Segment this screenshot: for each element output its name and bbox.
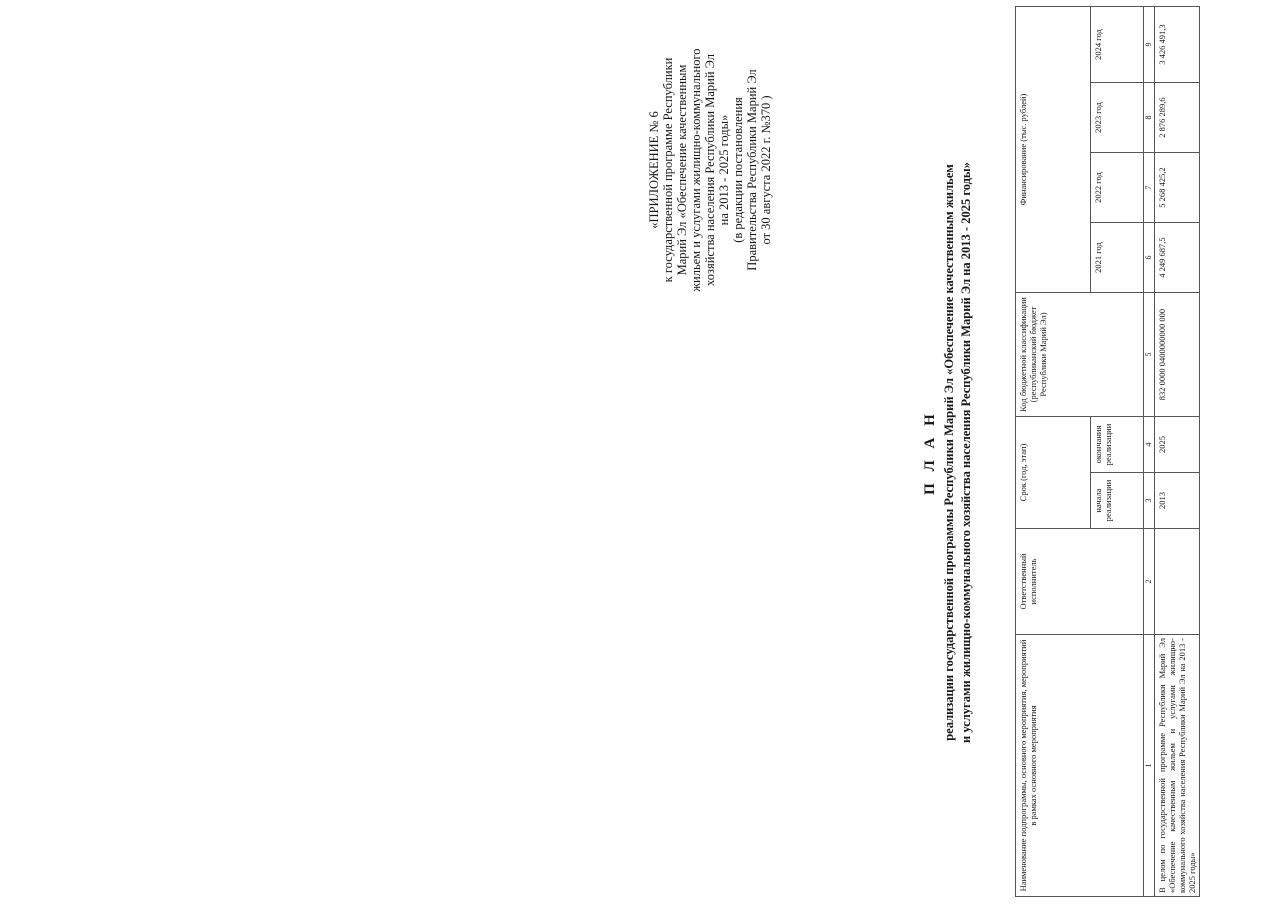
title-line-2: и услугами жилищно-коммунального хозяйства населения Республики Марий Эл на 2013 - 2025 годы» xyxy=(959,162,973,743)
column-number: 9 xyxy=(1144,7,1155,83)
table-row xyxy=(1155,7,1200,897)
column-number: 4 xyxy=(1144,417,1155,473)
row-financing-2024: 3 426 491,3 xyxy=(1155,7,1200,83)
header-financing: Финансирование (тыс. рублей) xyxy=(1016,7,1091,293)
appendix-line: на 2013 - 2025 годы» xyxy=(717,114,731,226)
row-financing-2023: 2 876 289,6 xyxy=(1155,83,1200,153)
header-executor: Ответственный исполнитель xyxy=(1016,529,1144,635)
appendix-line: Правительства Республики Марий Эл xyxy=(745,69,759,271)
row-budget-code: 832 0000 0400000000 000 xyxy=(1155,293,1200,417)
appendix-line: Марий Эл «Обеспечение качественным xyxy=(675,64,689,276)
header-term-start: начала реализации xyxy=(1091,473,1144,529)
appendix-header xyxy=(647,15,773,325)
column-number: 2 xyxy=(1144,529,1155,635)
header-budget-code: Код бюджетной классификации (республиканский бюджет Республики Марий Эл) xyxy=(1016,293,1144,417)
appendix-line: от 30 августа 2022 г. №370 ) xyxy=(759,95,773,245)
row-financing-2021: 4 249 687,5 xyxy=(1155,223,1200,293)
row-start-year: 2013 xyxy=(1155,473,1200,529)
row-name: В целом по государственной программе Республики Марий Эл «Обеспечение качественным жильем и услугами жилищно-коммунального хозяйства населения Республики Марий Эл на 2013 - 2025 годы» xyxy=(1155,635,1200,897)
header-term: Срок (год, этап) xyxy=(1016,417,1091,529)
appendix-line: (в редакции постановления xyxy=(731,97,745,243)
appendix-line: к государственной программе Республики xyxy=(661,57,675,283)
plan-table xyxy=(1015,6,1200,897)
row-executor xyxy=(1155,529,1200,635)
header-year-2023: 2023 год xyxy=(1091,83,1144,153)
row-end-year: 2025 xyxy=(1155,417,1200,473)
column-number: 6 xyxy=(1144,223,1155,293)
appendix-line: жильем и услугами жилищно-коммунального xyxy=(689,48,703,292)
document-title xyxy=(919,0,975,905)
plan-heading: П Л А Н xyxy=(922,410,938,495)
column-number: 5 xyxy=(1144,293,1155,417)
appendix-line: «ПРИЛОЖЕНИЕ № 6 xyxy=(647,111,661,229)
column-number: 8 xyxy=(1144,83,1155,153)
header-year-2024: 2024 год xyxy=(1091,7,1144,83)
column-number: 3 xyxy=(1144,473,1155,529)
column-number: 1 xyxy=(1144,635,1155,897)
table-header-row xyxy=(1016,7,1091,897)
document-page xyxy=(639,0,1278,905)
header-name: Наименование подпрограммы, основного мероприятия, мероприятий в рамках основного мероприятия xyxy=(1016,635,1144,897)
header-year-2021: 2021 год xyxy=(1091,223,1144,293)
title-line-1: реализации государственной программы Республики Марий Эл «Обеспечение качественным жильем xyxy=(942,164,956,741)
column-number-row xyxy=(1144,7,1155,897)
header-term-end: окончания реализации xyxy=(1091,417,1144,473)
header-year-2022: 2022 год xyxy=(1091,153,1144,223)
column-number: 7 xyxy=(1144,153,1155,223)
row-financing-2022: 5 268 425,2 xyxy=(1155,153,1200,223)
appendix-line: хозяйства населения Республики Марий Эл xyxy=(703,54,717,286)
